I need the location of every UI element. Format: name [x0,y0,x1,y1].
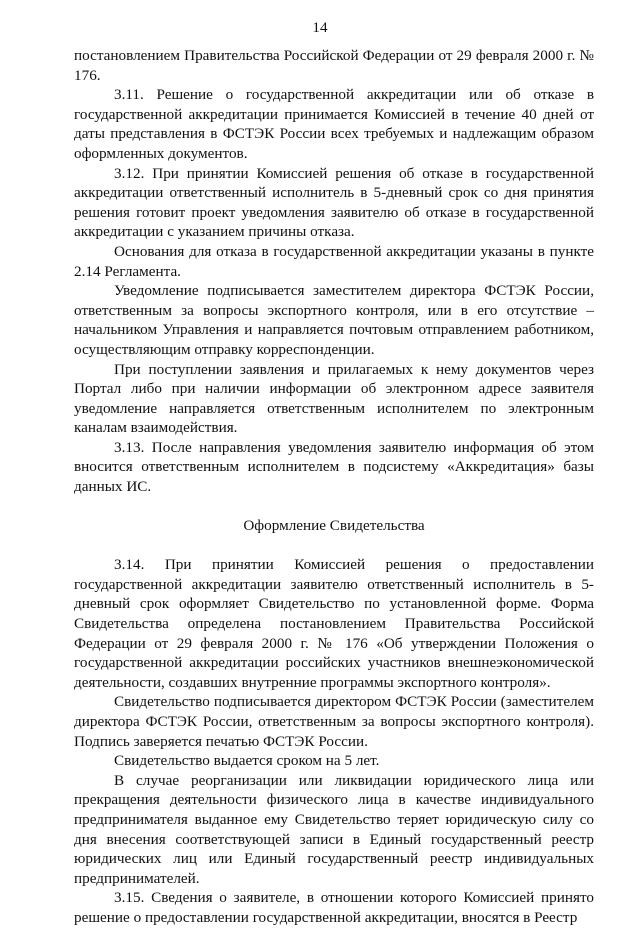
paragraph-3-12: 3.12. При принятии Комиссией решения об отказе в государственной аккредитации ответственный исполнитель в 5-дневный срок со дня принятия решения готовит проект уведомления заявителю об отказе в государственной аккредитации с указанием причины отказа. [74,164,594,241]
paragraph-3-14: 3.14. При принятии Комиссией решения о предоставлении государственной аккредитации заявителю ответственный исполнитель в 5-дневный срок оформляет Свидетельство по установленной форме. Форма Свидетельства определена постановлением Правительства Российской Федерации от 29 февраля 2000 г. № 176 «Об утверждении Положения о государственной аккредитации российских участников внешнеэкономической деятельности, создавших внутренние программы экспортного контроля». [74,556,594,691]
paragraph-3-15: 3.15. Сведения о заявителе, в отношении которого Комиссией принято решение о предоставлении государственной аккредитации, вносятся в Реестр [74,889,594,926]
paragraph-3-11: 3.11. Решение о государственной аккредитации или об отказе в государственной аккредитации принимается Комиссией в течение 40 дней от даты представления в ФСТЭК России всех требуемых и надлежащим образом оформленных документов. [74,86,594,162]
paragraph-notification-signing: Уведомление подписывается заместителем директора ФСТЭК России, ответственным за вопросы экспортного контроля, или в его отсутствие – начальником Управления и направляется почтовым отправлением работником, осуществляющим отправку корреспонденции. [74,282,594,358]
document-body [74,46,594,928]
paragraph-certificate-signing: Свидетельство подписывается директором ФСТЭК России (заместителем директора ФСТЭК России, ответственным за вопросы экспортного контроля). Подпись заверяется печатью ФСТЭК России. [74,693,594,750]
paragraph-refusal-grounds: Основания для отказа в государственной аккредитации указаны в пункте 2.14 Регламента. [74,242,594,280]
paragraph-certificate-term: Свидетельство выдается сроком на 5 лет. [114,752,380,770]
paragraph-reorganization: В случае реорганизации или ликвидации юридического лица или прекращения деятельности физического лица в качестве индивидуального предпринимателя выданное ему Свидетельство теряет юридическую силу со дня внесения соответствующей записи в Единый государственный реестр юридических лиц или Единый государственный реестр индивидуальных предпринимателей. [74,771,594,887]
page-number: 14 [312,19,328,36]
paragraph-portal-notification: При поступлении заявления и прилагаемых к нему документов через Портал либо при наличии информации об электронном адресе заявителя уведомление направляется ответственным исполнителем по электронным каналам взаимодействия. [74,360,594,437]
section-heading: Оформление Свидетельства [243,516,425,534]
paragraph-continuation: постановлением Правительства Российской Федерации от 29 февраля 2000 г. № 176. [74,47,594,84]
paragraph-3-13: 3.13. После направления уведомления заявителю информация об этом вносится ответственным исполнителем в подсистему «Аккредитация» базы данных ИС. [74,438,594,496]
